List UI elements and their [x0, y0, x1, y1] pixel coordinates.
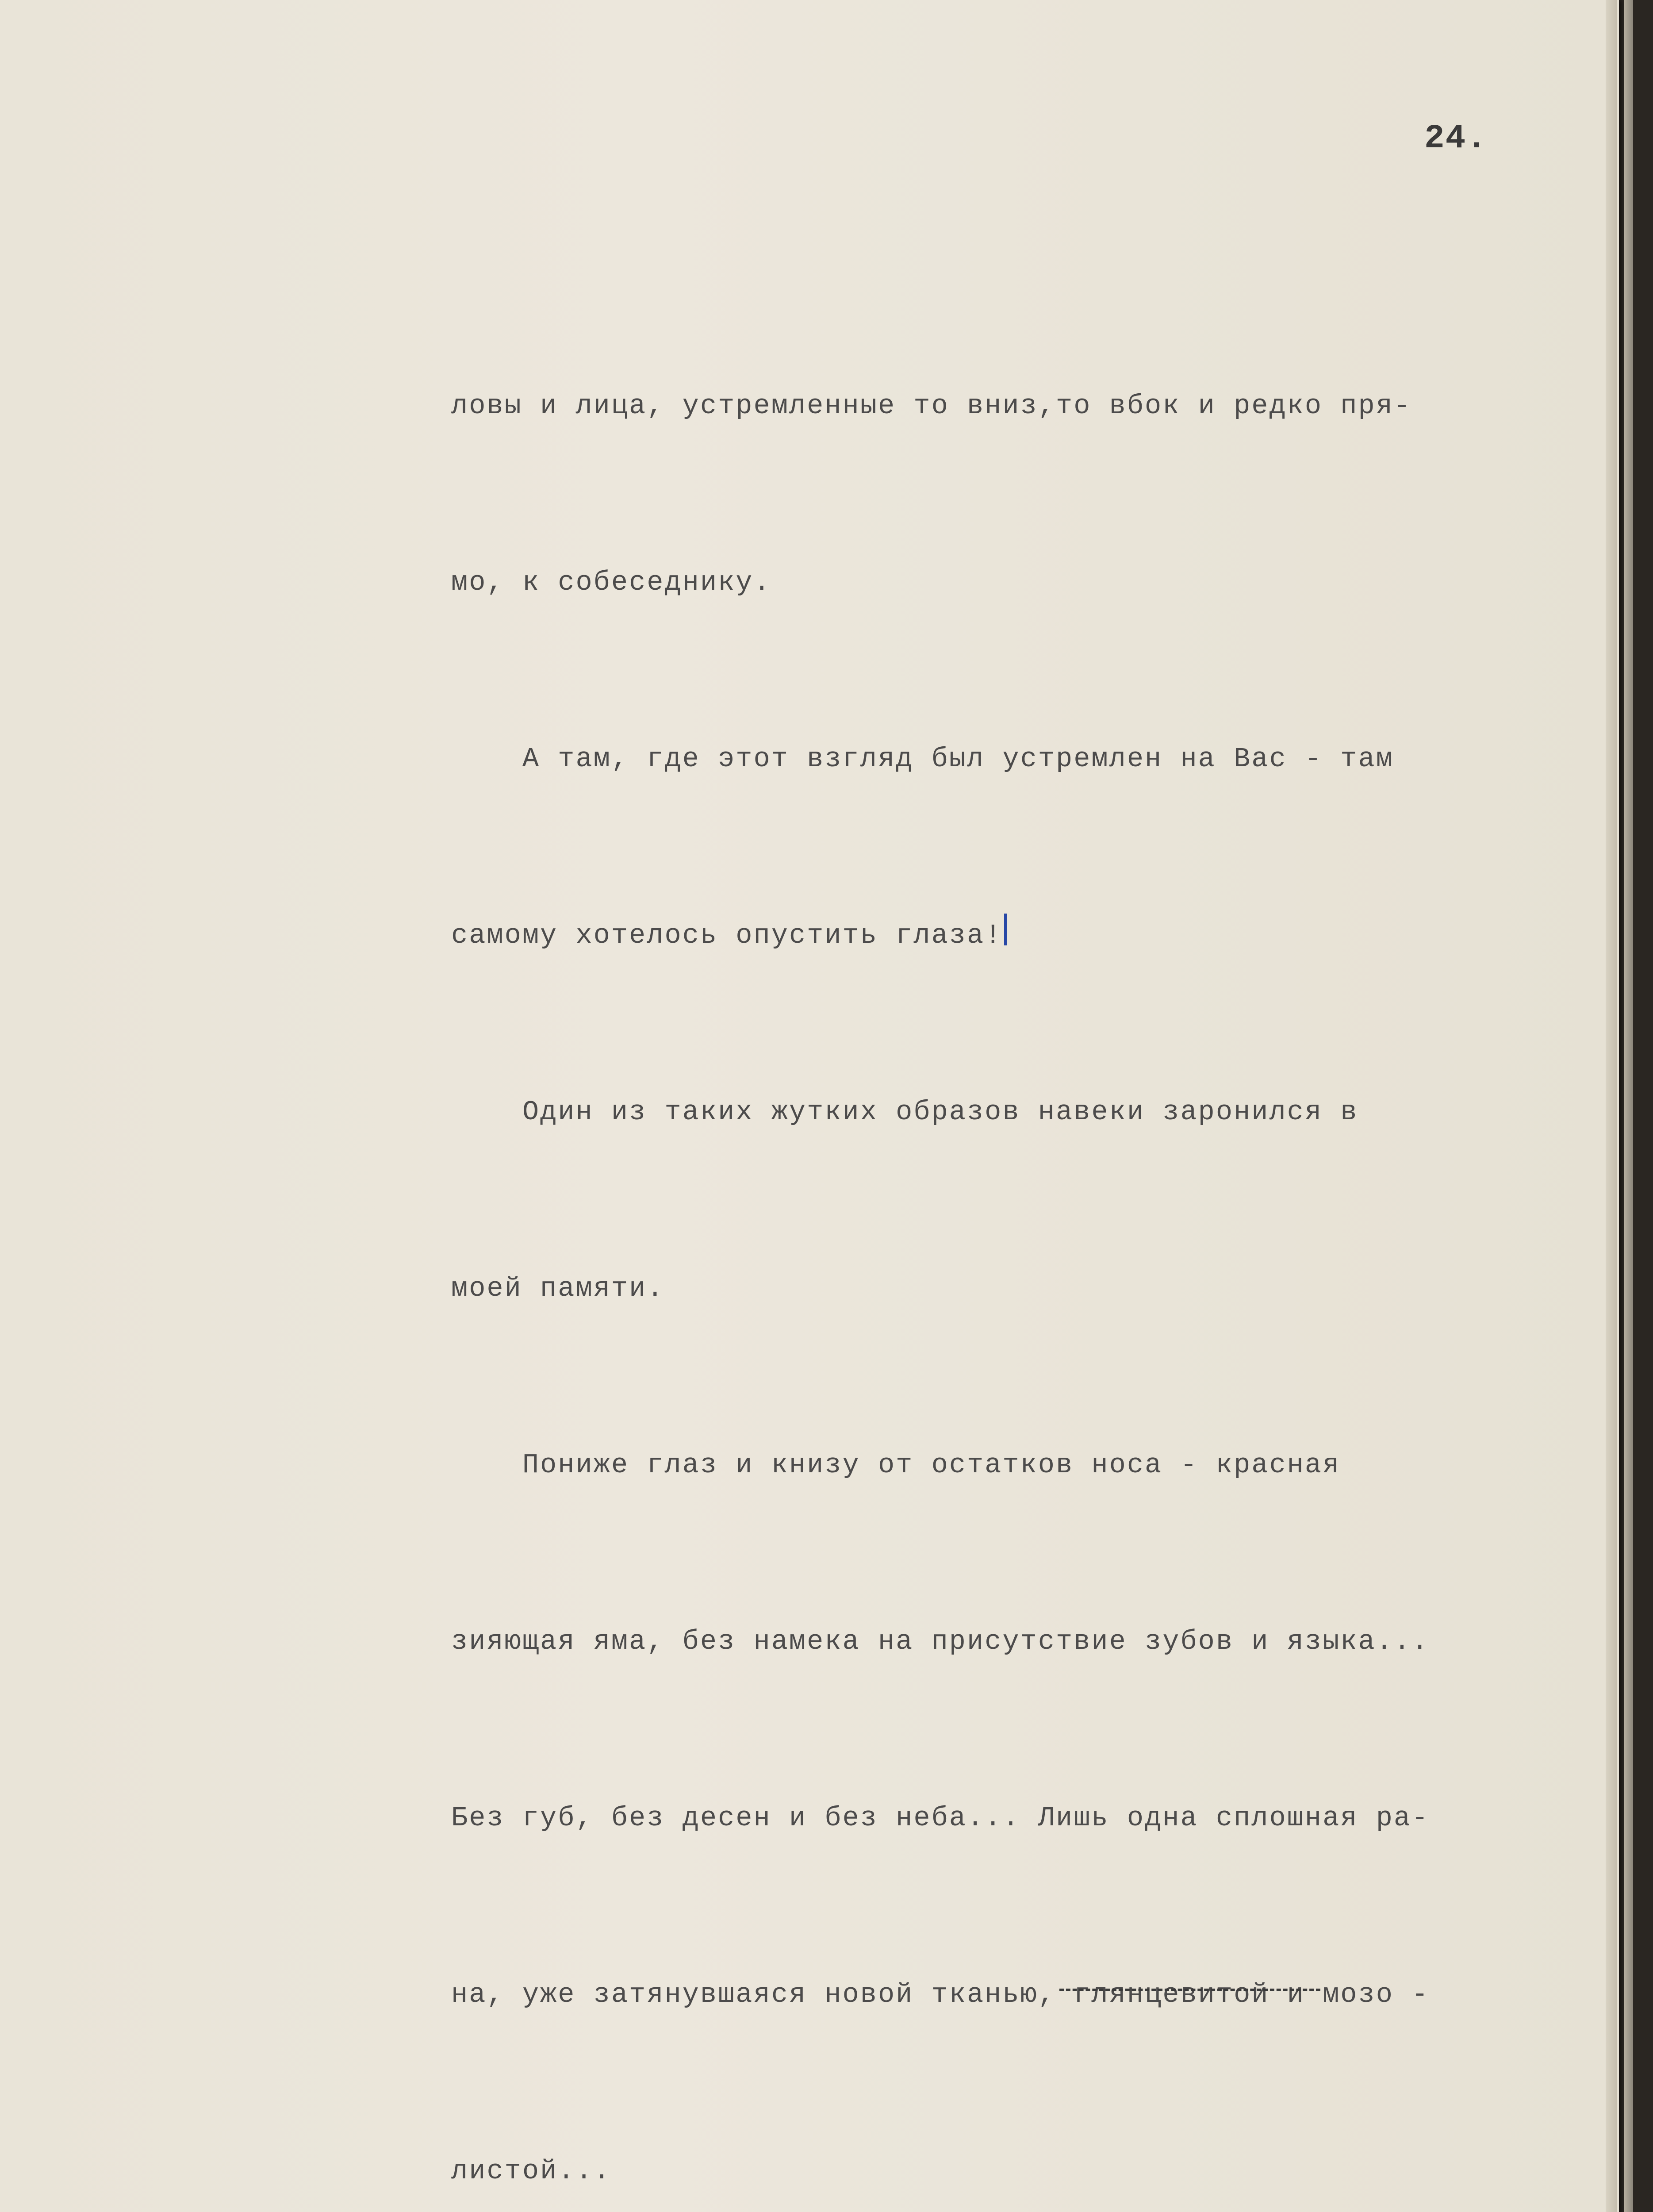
text-line: Без губ, без десен и без неба... Лишь одна сплошная ра- [451, 1802, 1430, 1834]
page-text [451, 259, 1566, 2212]
text-line: самому хотелось опустить глаза! [451, 920, 1003, 951]
text-line: Один из таких жутких образов навеки заронился в [451, 1096, 1358, 1128]
page-stack-edge [1624, 0, 1633, 2212]
text-line: А там, где этот взгляд был устремлен на Вас - там [451, 743, 1394, 775]
text-line-with-mark [451, 906, 1566, 965]
text-line: листой... [451, 2155, 611, 2187]
text-line: на, уже затянувшаяся новой тканью, глянцевитой и мозо - [451, 1979, 1430, 2010]
page-stack-edge [1606, 0, 1617, 2212]
pencil-mark-icon [1004, 914, 1007, 945]
dashed-underline [1059, 1989, 1320, 1991]
text-line: мо, к собеседнику. [451, 567, 771, 598]
text-line: Пониже глаз и книзу от остатков носа - красная [451, 1449, 1341, 1481]
text-line: зияющая яма, без намека на присутствие зубов и языка... [451, 1626, 1430, 1657]
text-line: моей памяти. [451, 1273, 665, 1304]
text-line: ловы и лица, устремленные то вниз,то вбок и редко пря- [451, 390, 1412, 422]
page-number: 24. [1424, 119, 1488, 157]
